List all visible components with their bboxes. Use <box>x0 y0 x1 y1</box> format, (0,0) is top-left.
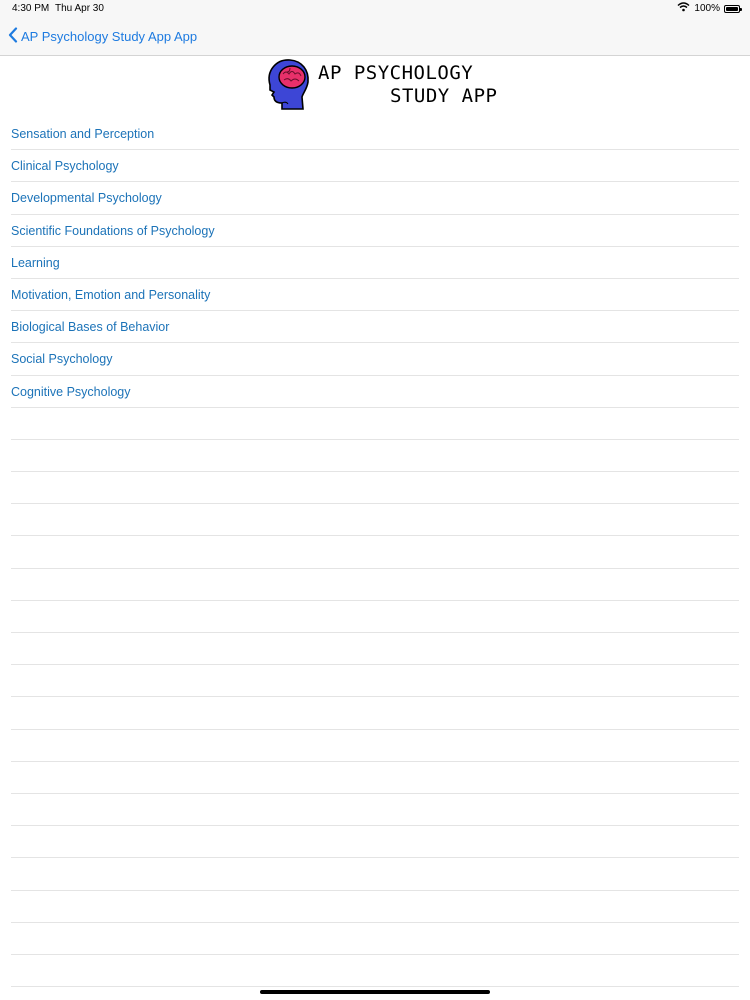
topic-link[interactable]: Biological Bases of Behavior <box>11 320 170 335</box>
empty-table-row <box>11 665 739 697</box>
topic-link[interactable]: Developmental Psychology <box>11 191 162 206</box>
empty-table-row <box>11 923 739 955</box>
empty-table-row <box>11 891 739 923</box>
navigation-bar <box>0 18 750 56</box>
status-date: Thu Apr 30 <box>55 3 104 14</box>
topic-list <box>0 118 750 987</box>
topic-link[interactable]: Motivation, Emotion and Personality <box>11 287 211 302</box>
topic-link[interactable]: Cognitive Psychology <box>11 384 131 399</box>
topic-row[interactable] <box>11 343 739 375</box>
topic-row[interactable] <box>11 311 739 343</box>
empty-table-row <box>11 504 739 536</box>
empty-table-row <box>11 633 739 665</box>
logo-title-line2: STUDY APP <box>390 85 498 107</box>
empty-table-row <box>11 730 739 762</box>
empty-table-row <box>11 762 739 794</box>
topic-row[interactable] <box>11 150 739 182</box>
back-button[interactable] <box>8 27 197 46</box>
topic-link[interactable]: Scientific Foundations of Psychology <box>11 223 215 238</box>
topic-row[interactable] <box>11 247 739 279</box>
status-time: 4:30 PM <box>12 3 50 14</box>
battery-level <box>726 7 738 11</box>
empty-table-row <box>11 858 739 890</box>
topic-row[interactable] <box>11 279 739 311</box>
topic-row[interactable] <box>11 215 739 247</box>
empty-table-row <box>11 601 739 633</box>
empty-table-row <box>11 472 739 504</box>
status-indicators <box>677 2 740 15</box>
wifi-icon <box>677 2 690 15</box>
topic-row[interactable] <box>11 118 739 150</box>
head-brain-icon <box>262 57 312 116</box>
app-logo <box>262 57 512 111</box>
empty-table-row <box>11 569 739 601</box>
empty-table-row <box>11 955 739 987</box>
topic-link[interactable]: Clinical Psychology <box>11 159 119 174</box>
empty-table-row <box>11 440 739 472</box>
battery-icon <box>724 5 740 13</box>
topic-link[interactable]: Learning <box>11 255 60 270</box>
topic-row[interactable] <box>11 376 739 408</box>
empty-table-row <box>11 408 739 440</box>
status-bar <box>0 0 750 18</box>
empty-table-row <box>11 826 739 858</box>
empty-table-row <box>11 794 739 826</box>
battery-percent: 100% <box>694 3 720 14</box>
chevron-left-icon <box>8 27 18 46</box>
back-button-label: AP Psychology Study App App <box>21 29 198 44</box>
home-indicator[interactable] <box>260 990 490 994</box>
empty-table-row <box>11 697 739 729</box>
topic-link[interactable]: Sensation and Perception <box>11 127 155 141</box>
topic-row[interactable] <box>11 182 739 214</box>
topic-link[interactable]: Social Psychology <box>11 352 113 367</box>
logo-title-line1: AP PSYCHOLOGY <box>318 62 474 84</box>
empty-table-row <box>11 536 739 568</box>
